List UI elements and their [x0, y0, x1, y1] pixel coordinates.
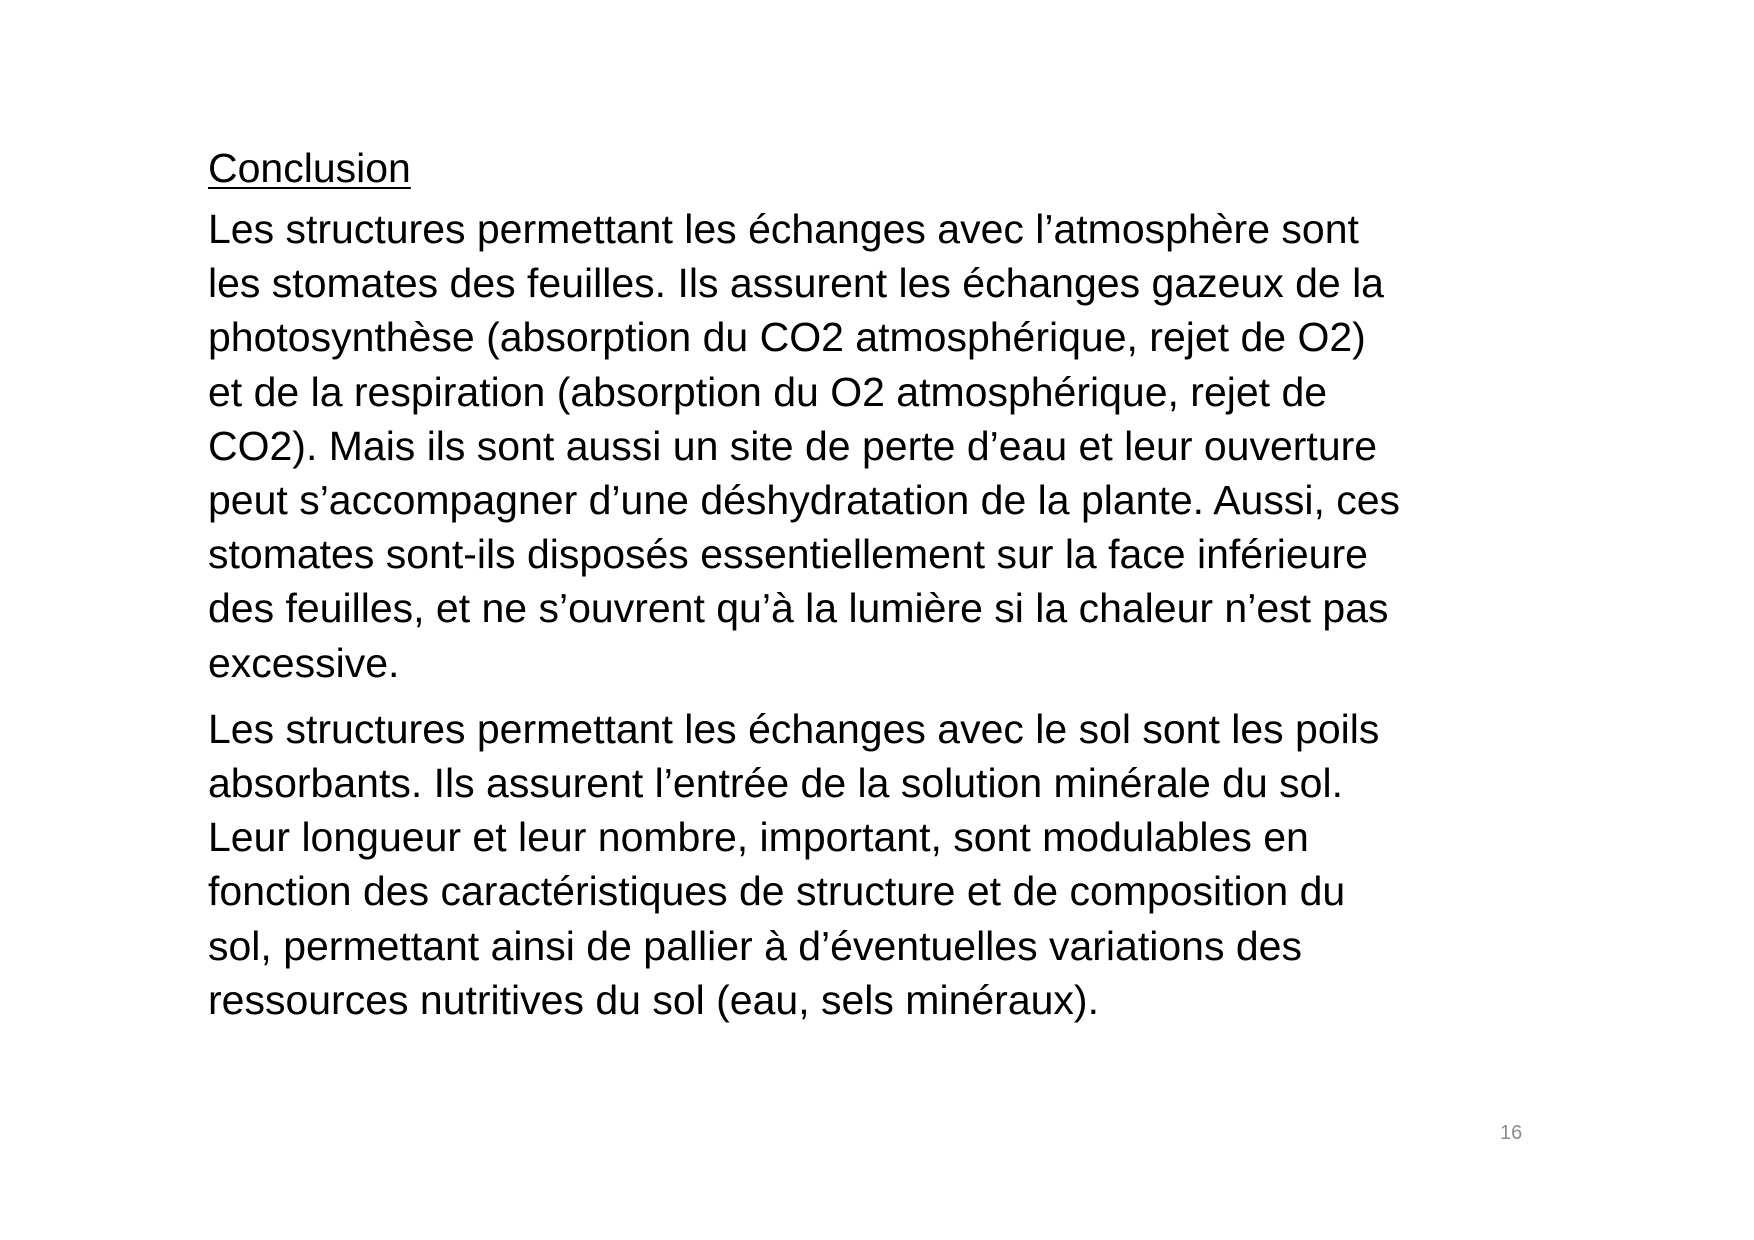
text-line: fonction des caractéristiques de structure et de composition du	[208, 868, 1346, 915]
conclusion-heading: Conclusion	[208, 145, 411, 191]
slide-content	[208, 140, 1608, 1027]
text-line: stomates sont-ils disposés essentiellement sur la face inférieure	[208, 531, 1368, 578]
text-line: peut s’accompagner d’une déshydratation de la plante. Aussi, ces	[208, 477, 1401, 524]
text-line: et de la respiration (absorption du O2 atmosphérique, rejet de	[208, 368, 1328, 415]
text-line: des feuilles, et ne s’ouvrent qu’à la lumière si la chaleur n’est pas	[208, 585, 1389, 632]
text-line: les stomates des feuilles. Ils assurent les échanges gazeux de la	[208, 260, 1384, 307]
text-line: CO2). Mais ils sont aussi un site de perte d’eau et leur ouverture	[208, 422, 1378, 469]
text-line: Les structures permettant les échanges avec le sol sont les poils	[208, 705, 1380, 752]
text-line: Leur longueur et leur nombre, important, sont modulables en	[208, 814, 1309, 861]
paragraph-atmosphere-exchanges	[208, 202, 1608, 690]
text-line: excessive.	[208, 639, 400, 686]
text-line: ressources nutritives du sol (eau, sels minéraux).	[208, 976, 1099, 1023]
paragraph-soil-exchanges	[208, 702, 1608, 1027]
text-line: photosynthèse (absorption du CO2 atmosphérique, rejet de O2)	[208, 314, 1366, 361]
text-line: absorbants. Ils assurent l’entrée de la solution minérale du sol.	[208, 760, 1343, 807]
text-line: Les structures permettant les échanges avec l’atmosphère sont	[208, 206, 1359, 252]
text-line: sol, permettant ainsi de pallier à d’éventuelles variations des	[208, 922, 1302, 969]
page-number: 16	[1500, 1122, 1523, 1144]
